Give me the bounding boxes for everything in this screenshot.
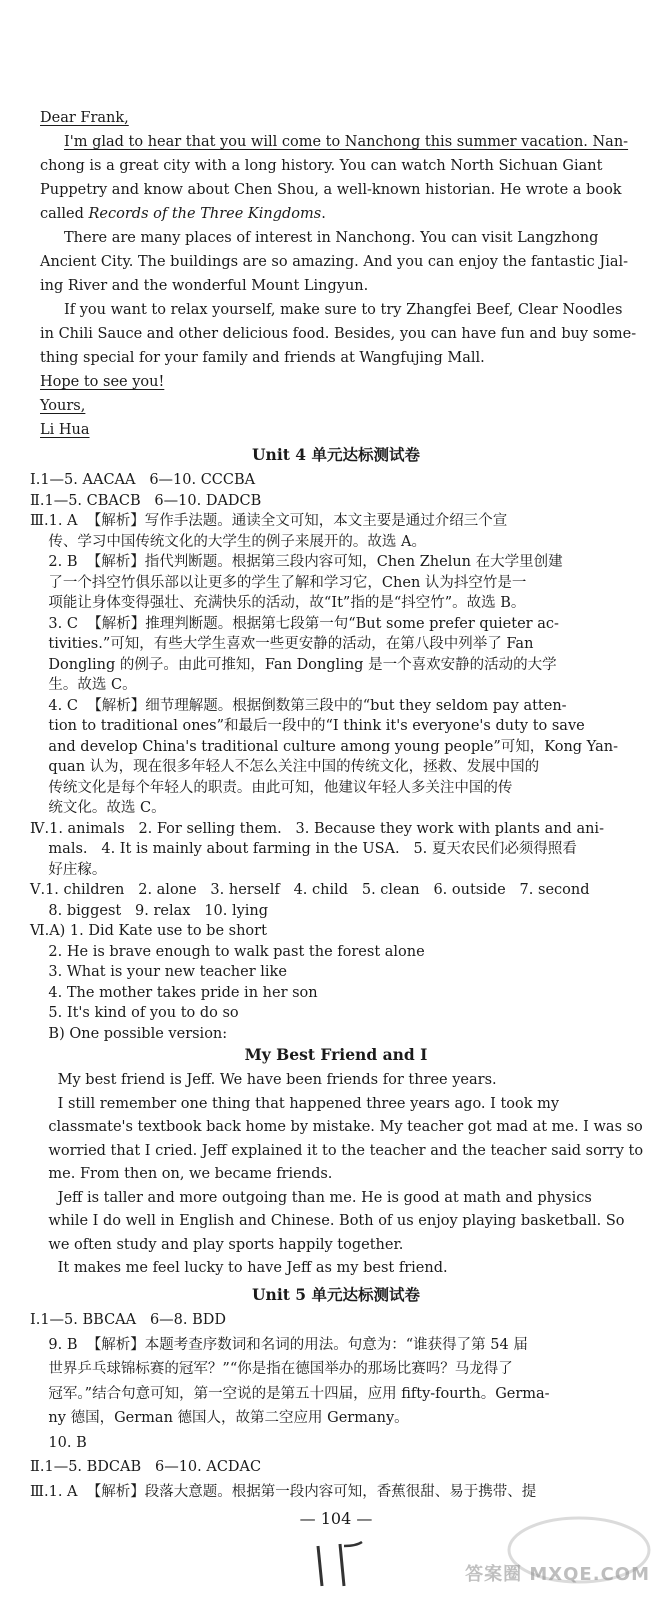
- answer-line: tion to traditional ones”和最后一段中的“I think it's everyone's duty to save: [30, 718, 585, 734]
- answer-line: Ⅴ.1. children 2. alone 3. herself 4. child 5. clean 6. outside 7. second: [30, 882, 590, 898]
- letter-line: chong is a great city with a long history. You can watch North Sichuan Giant: [40, 158, 603, 174]
- letter-closing: Hope to see you!: [40, 374, 165, 390]
- letter-line: called Records of the Three Kingdoms.: [40, 206, 326, 222]
- answer-line: Ⅱ.1—5. CBACB 6—10. DADCB: [30, 492, 262, 509]
- letter-line: There are many places of interest in Nanchong. You can visit Langzhong: [64, 230, 599, 246]
- unit4-title: Unit 4 单元达标测试卷: [252, 445, 420, 464]
- answer-line: 好庄稼。: [30, 861, 107, 878]
- letter-salutation: Dear Frank,: [40, 110, 129, 126]
- answer-line: B) One possible version:: [30, 1025, 228, 1042]
- answer-line: 4. C 【解析】细节理解题。根据倒数第三段中的“but they seldom pay atten-: [30, 697, 567, 714]
- answer-line: mals. 4. It is mainly about farming in the USA. 5. 夏天农民们必须得照看: [30, 841, 577, 857]
- answer-line: It makes me feel lucky to have Jeff as my best friend.: [30, 1260, 448, 1276]
- answer-line: 5. It's kind of you to do so: [30, 1005, 239, 1021]
- answer-line: 传统文化是每个年轻人的职责。由此可知，他建议年轻人多关注中国的传: [30, 779, 513, 796]
- answer-line: ny 德国，German 德国人，故第二空应用 Germany。: [30, 1410, 409, 1426]
- handwritten-mark-icon: [310, 1540, 370, 1590]
- answer-line: My best friend is Jeff. We have been friends for three years.: [30, 1072, 497, 1088]
- letter-line: thing special for your family and friends at Wangfujing Mall.: [40, 350, 485, 366]
- answer-line: 冠军。”结合句意可知，第一空说的是第五十四届，应用 fifty-fourth。Germa-: [30, 1385, 550, 1402]
- answer-line: Ⅲ.1. A 【解析】写作手法题。通读全文可知，本文主要是通过介绍三个宣: [30, 513, 508, 529]
- answer-line: quan 认为，现在很多年轻人不怎么关注中国的传统文化，拯救、发展中国的: [30, 759, 540, 775]
- answer-line: 传、学习中国传统文化的大学生的例子来展开的。故选 A。: [30, 533, 427, 550]
- letter-signoff: Yours,: [40, 398, 86, 414]
- answer-line: 生。故选 C。: [30, 677, 137, 693]
- letter-line: I'm glad to hear that you will come to Nanchong this summer vacation. Nan-: [64, 134, 629, 150]
- answer-line: 3. What is your new teacher like: [30, 964, 287, 980]
- essay-title: My Best Friend and I: [244, 1045, 428, 1064]
- book-title: Records of the Three Kingdoms: [88, 206, 322, 222]
- answer-line: 世界乒乓球锦标赛的冠军？”“你是指在德国举办的那场比赛吗？马龙得了: [30, 1361, 513, 1377]
- answer-line: Ⅰ.1—5. AACAA 6—10. CCCBA: [30, 472, 256, 488]
- answer-line: 4. The mother takes pride in her son: [30, 984, 318, 1001]
- answer-line: we often study and play sports happily together.: [30, 1236, 404, 1253]
- letter-line: Ancient City. The buildings are so amazing. And you can enjoy the fantastic Jial-: [40, 254, 629, 270]
- answer-line: me. From then on, we became friends.: [30, 1166, 333, 1182]
- answer-line: Dongling 的例子。由此可推知，Fan Dongling 是一个喜欢安静的活动的大学: [30, 656, 557, 673]
- answer-line: 10. B: [30, 1434, 87, 1451]
- answer-line: Ⅰ.1—5. BBCAA 6—8. BDD: [30, 1312, 227, 1328]
- answer-line: 8. biggest 9. relax 10. lying: [30, 902, 269, 919]
- answer-line: Jeff is taller and more outgoing than me. He is good at math and physics: [30, 1189, 592, 1206]
- answer-line: tivities.”可知，有些大学生喜欢一些更安静的活动，在第八段中列举了 Fan: [30, 636, 534, 652]
- letter-line: If you want to relax yourself, make sure to try Zhangfei Beef, Clear Noodles: [64, 302, 623, 318]
- answer-line: 2. He is brave enough to walk past the forest alone: [30, 943, 425, 960]
- page-number: — 104 —: [299, 1509, 373, 1528]
- answer-line: Ⅵ.A) 1. Did Kate use to be short: [30, 923, 267, 939]
- answer-line: while I do well in English and Chinese. Both of us enjoy playing basketball. So: [30, 1213, 625, 1229]
- answer-line: Ⅲ.1. A 【解析】段落大意题。根据第一段内容可知，香蕉很甜、易于携带、提: [30, 1483, 537, 1500]
- answer-line: and develop China's traditional culture among young people”可知，Kong Yan-: [30, 738, 619, 755]
- answer-line: 3. C 【解析】推理判断题。根据第七段第一句“But some prefer quieter ac-: [30, 615, 559, 632]
- answer-line: Ⅳ.1. animals 2. For selling them. 3. Because they work with plants and ani-: [30, 820, 604, 837]
- answer-line: worried that I cried. Jeff explained it to the teacher and the teacher said sorry to: [30, 1142, 644, 1159]
- watermark-text: 答案圈 MXQE.COM: [465, 1564, 650, 1585]
- answer-line: Ⅱ.1—5. BDCAB 6—10. ACDAC: [30, 1459, 262, 1475]
- unit5-title: Unit 5 单元达标测试卷: [252, 1285, 420, 1304]
- answer-line: 9. B 【解析】本题考查序数词和名词的用法。句意为：“谁获得了第 54 届: [30, 1336, 528, 1353]
- answer-line: 2. B 【解析】指代判断题。根据第三段内容可知，Chen Zhelun 在大学里创建: [30, 554, 563, 570]
- letter-line: Puppetry and know about Chen Shou, a well-known historian. He wrote a book: [40, 182, 622, 198]
- letter-name: Li Hua: [40, 422, 90, 438]
- answer-line: 项能让身体变得强壮、充满快乐的活动，故“It”指的是“抖空竹”。故选 B。: [30, 595, 526, 611]
- answer-line: I still remember one thing that happened three years ago. I took my: [30, 1095, 560, 1112]
- answer-line: 了一个抖空竹俱乐部以让更多的学生了解和学习它，Chen 认为抖空竹是一: [30, 574, 527, 591]
- answer-line: classmate's textbook back home by mistake. My teacher got mad at me. I was so: [30, 1119, 643, 1135]
- letter-line: in Chili Sauce and other delicious food. Besides, you can have fun and buy some-: [40, 326, 637, 342]
- answer-line: 统文化。故选 C。: [30, 800, 166, 816]
- letter-line: ing River and the wonderful Mount Lingyun.: [40, 278, 369, 294]
